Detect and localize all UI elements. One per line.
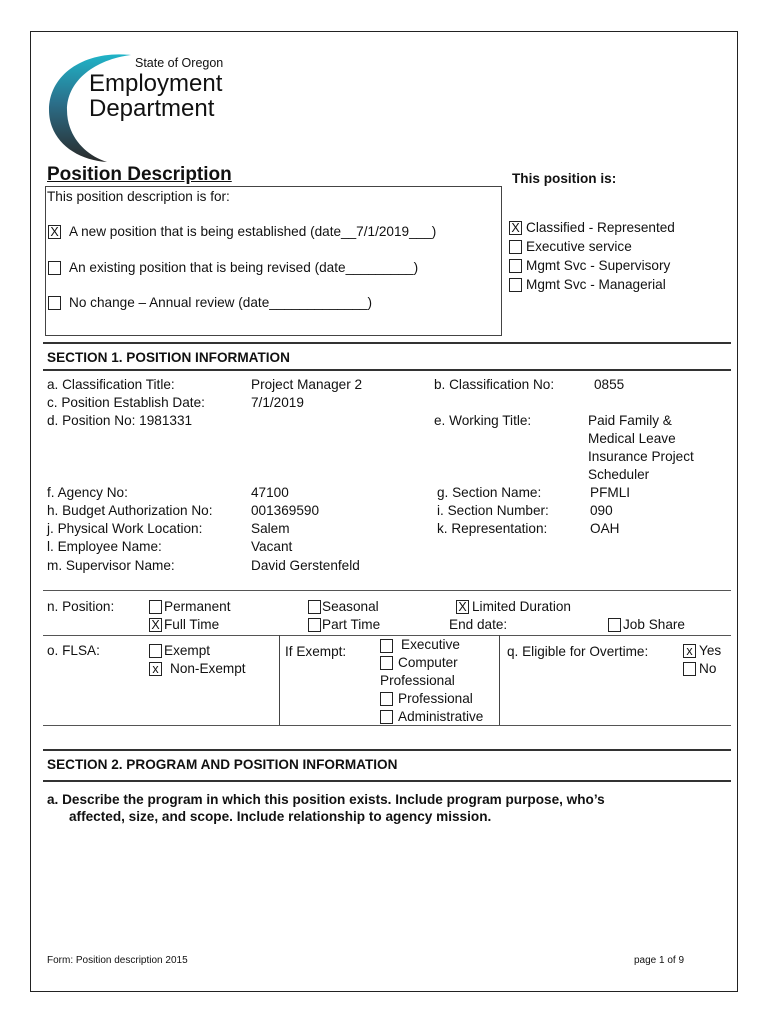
admin-exempt-label: Administrative	[398, 709, 484, 724]
new-position-checkbox[interactable]: X	[48, 225, 61, 239]
position-no-label: d. Position No: 1981331	[47, 413, 193, 428]
section1-bottom-rule	[43, 725, 731, 726]
seasonal-checkbox[interactable]	[308, 600, 321, 614]
non-exempt-checkbox[interactable]: x	[149, 662, 162, 676]
supervisory-label: Mgmt Svc - Supervisory	[526, 258, 671, 273]
representation-label: k. Representation:	[437, 521, 548, 536]
section-number-label: i. Section Number:	[437, 503, 549, 518]
overtime-yes-checkbox[interactable]: x	[683, 644, 696, 658]
full-time-label: Full Time	[164, 617, 220, 632]
footer-form-name: Form: Position description 2015	[47, 955, 188, 966]
managerial-label: Mgmt Svc - Managerial	[526, 277, 666, 292]
position-row-rule	[43, 590, 731, 591]
executive-service-label: Executive service	[526, 239, 632, 254]
part-time-label: Part Time	[322, 617, 381, 632]
section1-top-rule	[43, 342, 731, 344]
section-number-value: 090	[590, 503, 613, 518]
non-exempt-label: Non-Exempt	[170, 661, 246, 676]
employee-name-value: Vacant	[251, 539, 293, 554]
existing-position-checkbox[interactable]	[48, 261, 61, 275]
section-name-value: PFMLI	[590, 485, 631, 500]
permanent-checkbox[interactable]	[149, 600, 162, 614]
work-location-label: j. Physical Work Location:	[47, 521, 203, 536]
job-share-label: Job Share	[623, 617, 685, 632]
overtime-no-label: No	[699, 661, 717, 676]
budget-auth-value: 001369590	[251, 503, 320, 518]
overtime-yes-label: Yes	[699, 643, 722, 658]
page-title: Position Description	[47, 164, 232, 185]
program-description-prompt-line2: affected, size, and scope. Include relationship to agency mission.	[69, 809, 492, 824]
section1-heading-rule	[43, 369, 731, 371]
representation-value: OAH	[590, 521, 620, 536]
section2-heading-rule	[43, 780, 731, 782]
working-title-line3: Insurance Project	[588, 449, 694, 464]
overtime-label: q. Eligible for Overtime:	[507, 644, 649, 659]
exempt-label: Exempt	[164, 643, 211, 658]
seasonal-label: Seasonal	[322, 599, 379, 614]
professional-exempt-checkbox[interactable]	[380, 692, 393, 706]
professional-exempt-label: Professional	[398, 691, 473, 706]
supervisory-checkbox[interactable]	[509, 259, 522, 273]
full-time-checkbox[interactable]: X	[149, 618, 162, 632]
limited-duration-label: Limited Duration	[472, 599, 571, 614]
budget-auth-label: h. Budget Authorization No:	[47, 503, 213, 518]
computer-exempt-label-2: Professional	[380, 673, 455, 688]
purpose-for-label: This position description is for:	[47, 189, 230, 204]
employee-name-label: l. Employee Name:	[47, 539, 162, 554]
agency-no-value: 47100	[251, 485, 289, 500]
position-is-label: This position is:	[512, 171, 617, 186]
end-date-label: End date:	[449, 617, 508, 632]
permanent-label: Permanent	[164, 599, 231, 614]
exec-exempt-label: Executive	[401, 637, 460, 652]
working-title-label: e. Working Title:	[434, 413, 532, 428]
establish-date-label: c. Position Establish Date:	[47, 395, 205, 410]
limited-duration-checkbox[interactable]: X	[456, 600, 469, 614]
section2-heading: SECTION 2. PROGRAM AND POSITION INFORMATION	[47, 757, 398, 772]
if-exempt-label: If Exempt:	[285, 644, 347, 659]
computer-exempt-checkbox[interactable]	[380, 656, 393, 670]
no-change-checkbox[interactable]	[48, 296, 61, 310]
program-description-prompt-line1: a. Describe the program in which this position exists. Include program purpose, who’s	[47, 792, 605, 807]
job-share-checkbox[interactable]	[608, 618, 621, 632]
section1-heading: SECTION 1. POSITION INFORMATION	[47, 350, 290, 365]
classification-no-value: 0855	[594, 377, 625, 392]
supervisor-name-label: m. Supervisor Name:	[47, 558, 175, 573]
exec-exempt-checkbox[interactable]	[380, 639, 393, 653]
agency-no-label: f. Agency No:	[47, 485, 128, 500]
classification-title-value: Project Manager 2	[251, 377, 363, 392]
new-position-label: A new position that is being established (date__7/1/2019___)	[69, 224, 437, 239]
computer-exempt-label: Computer	[398, 655, 458, 670]
logo-employment-text: Employment	[89, 70, 223, 97]
flsa-row-rule	[43, 635, 731, 636]
part-time-checkbox[interactable]	[308, 618, 321, 632]
footer-page-number: page 1 of 9	[634, 955, 685, 966]
executive-service-checkbox[interactable]	[509, 240, 522, 254]
overtime-no-checkbox[interactable]	[683, 662, 696, 676]
supervisor-name-value: David Gerstenfeld	[251, 558, 360, 573]
logo-state-text: State of Oregon	[135, 56, 224, 70]
section2-top-rule	[43, 749, 731, 751]
document-page	[30, 31, 738, 992]
classification-no-label: b. Classification No:	[434, 377, 555, 392]
classification-title-label: a. Classification Title:	[47, 377, 175, 392]
work-location-value: Salem	[251, 521, 290, 536]
managerial-checkbox[interactable]	[509, 278, 522, 292]
working-title-line2: Medical Leave	[588, 431, 676, 446]
position-type-label: n. Position:	[47, 599, 115, 614]
classified-label: Classified - Represented	[526, 220, 675, 235]
establish-date-value: 7/1/2019	[251, 395, 304, 410]
existing-position-label: An existing position that is being revised (date_________)	[69, 260, 419, 275]
working-title-line4: Scheduler	[588, 467, 650, 482]
exempt-checkbox[interactable]	[149, 644, 162, 658]
flsa-divider-2	[499, 635, 500, 725]
logo-department-text: Department	[89, 95, 215, 122]
no-change-label: No change – Annual review (date_____________)	[69, 295, 373, 310]
flsa-label: o. FLSA:	[47, 643, 100, 658]
section-name-label: g. Section Name:	[437, 485, 542, 500]
classified-checkbox[interactable]: X	[509, 221, 522, 235]
flsa-divider-1	[279, 635, 280, 725]
working-title-line1: Paid Family &	[588, 413, 672, 428]
admin-exempt-checkbox[interactable]	[380, 710, 393, 724]
